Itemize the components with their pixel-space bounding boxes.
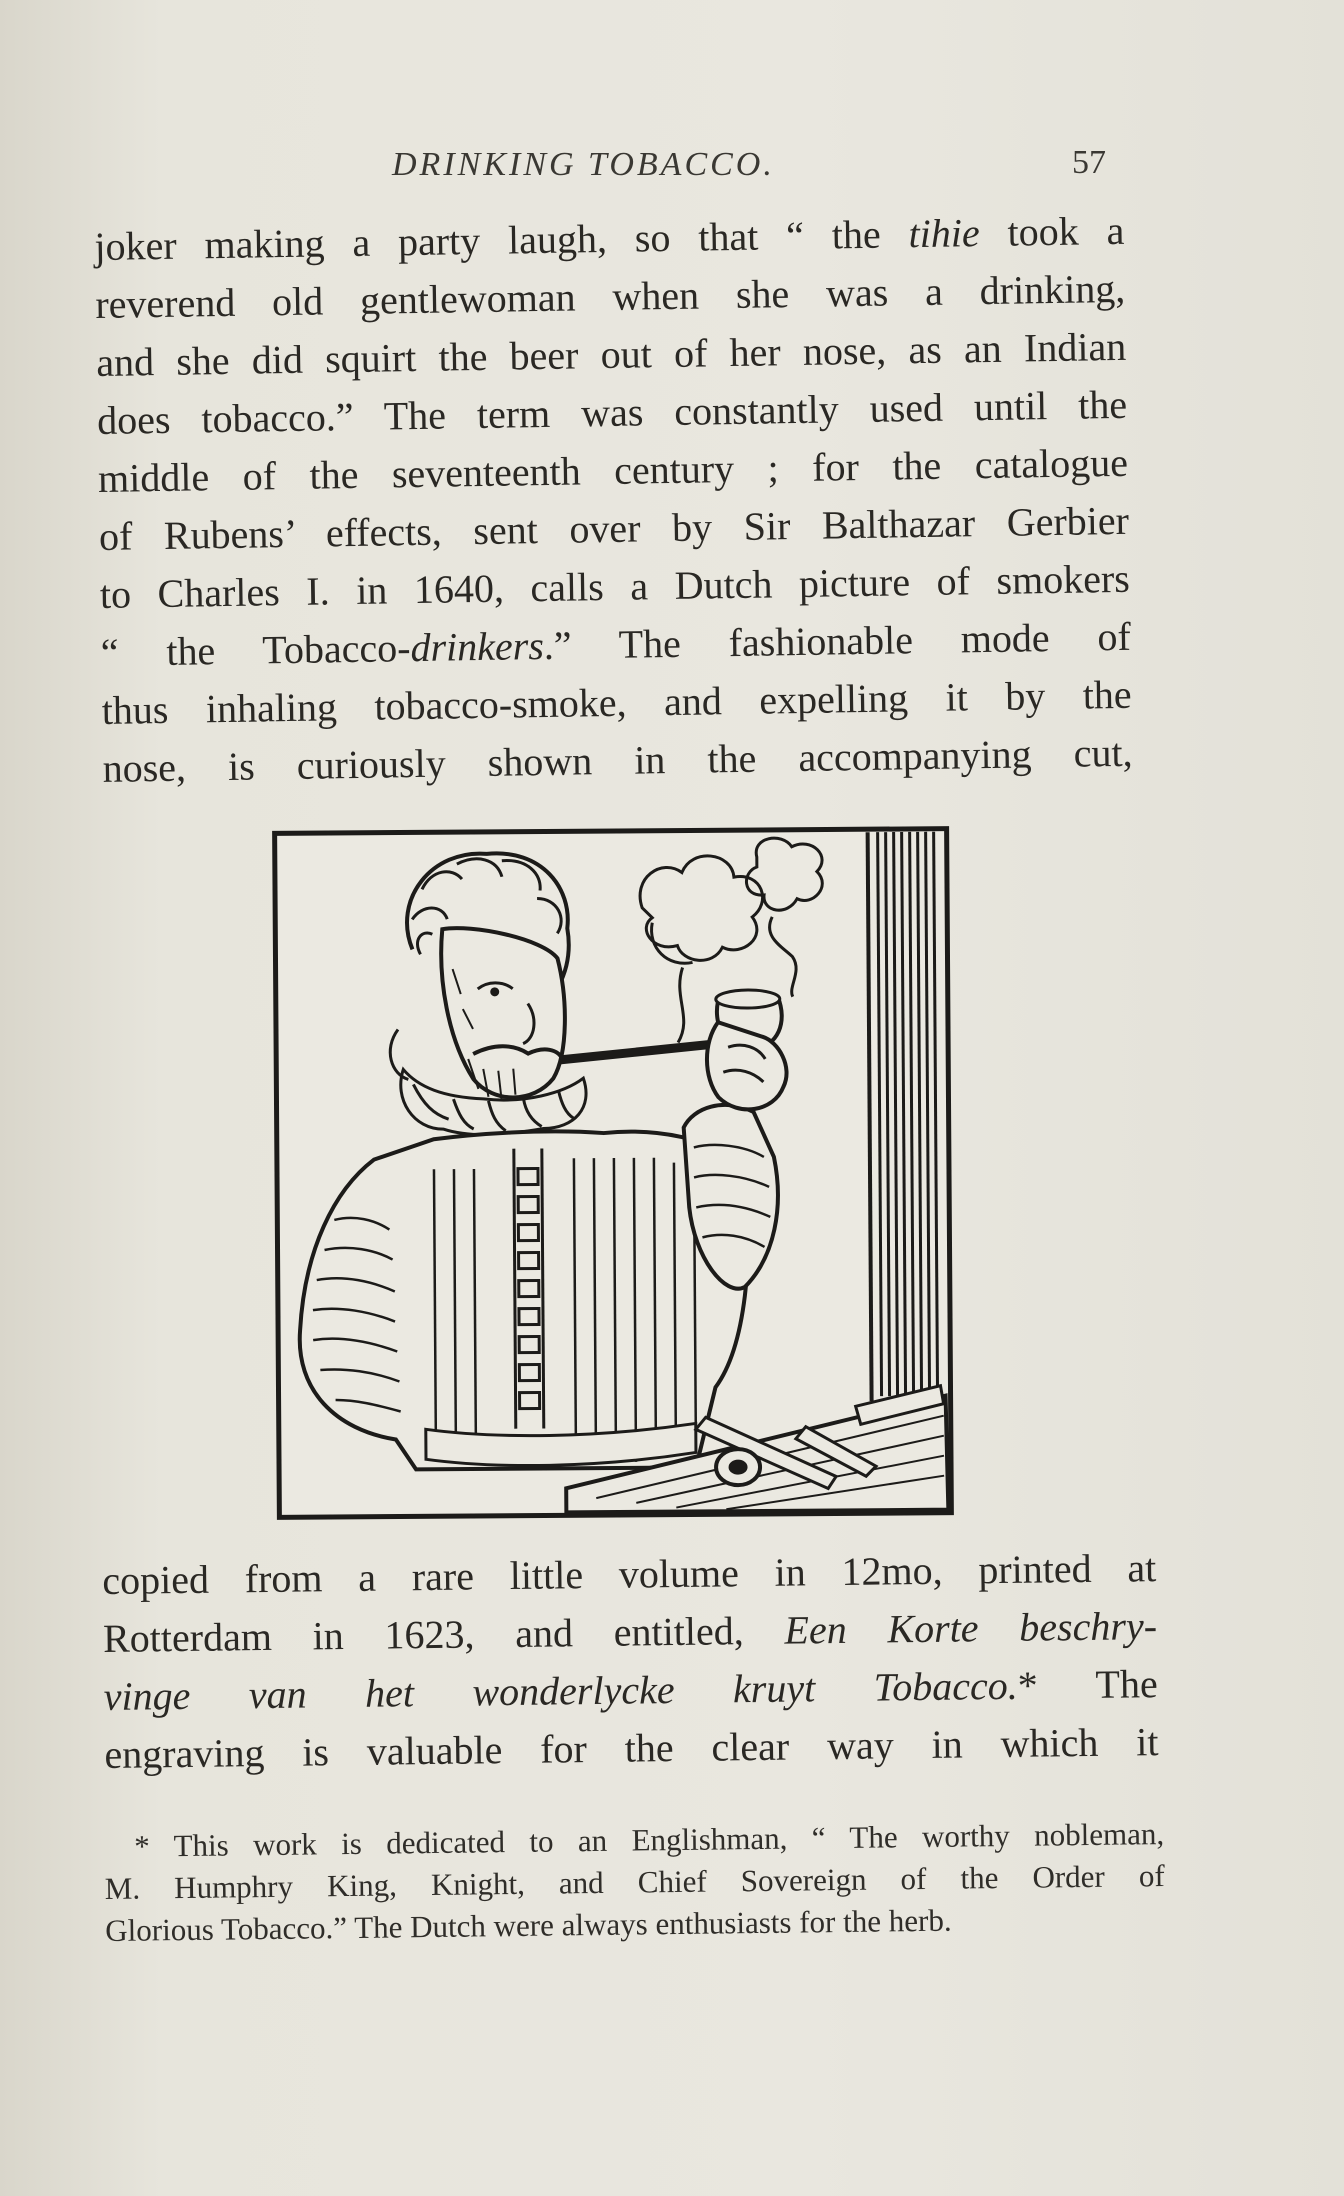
doublet-body: [298, 1130, 750, 1470]
text-line: vinge van het wonderlycke kruyt Tobacco.* The: [103, 1661, 1158, 1719]
text-line: to Charles I. in 1640, calls a Dutch picture of smokers: [99, 555, 1131, 617]
text-line: Rotterdam in 1623, and entitled, Een Korte beschry-: [102, 1603, 1158, 1661]
wall-pillar: [868, 832, 946, 1402]
text-line: nose, is curiously shown in the accompanying cut,: [102, 729, 1133, 791]
text-line: of Rubens’ effects, sent over by Sir Balthazar Gerbier: [98, 497, 1130, 559]
page-header: [0, 142, 1344, 192]
paragraph-1: [94, 202, 1133, 798]
footnote-line: M. Humphry King, Knight, and Chief Sovereign of the Order of: [104, 1858, 1165, 1906]
footnote-line: Glorious Tobacco.” The Dutch were always enthusiasts for the herb.: [105, 1902, 952, 1948]
page-number: 57: [1072, 144, 1106, 181]
woodcut-figure: [272, 826, 955, 1521]
text-line: engraving is valuable for the clear way in which it: [104, 1719, 1159, 1777]
text-line: “ the Tobacco-drinkers.” The fashionable mode of: [100, 613, 1132, 675]
smoker-woodcut-illustration: [272, 826, 955, 1521]
footnote-line: * This work is dedicated to an Englishman, “ The worthy nobleman,: [134, 1816, 1165, 1864]
text-line: reverend old gentlewoman when she was a drinking,: [95, 265, 1126, 327]
text-line: copied from a rare little volume in 12mo, printed at: [102, 1545, 1157, 1603]
text-line: middle of the seventeenth century ; for the catalogue: [97, 439, 1129, 501]
text-line: and she did squirt the beer out of her nose, as an Indian: [95, 323, 1127, 385]
footnote: [104, 1813, 1165, 1952]
paragraph-2: [102, 1539, 1159, 1784]
text-line: does tobacco.” The term was constantly used until the: [96, 381, 1128, 443]
running-title: DRINKING TOBACCO.: [392, 146, 775, 183]
text-line: joker making a party laugh, so that “ the tihie took a: [94, 207, 1125, 269]
text-line: thus inhaling tobacco-smoke, and expelling it by the: [101, 671, 1132, 733]
